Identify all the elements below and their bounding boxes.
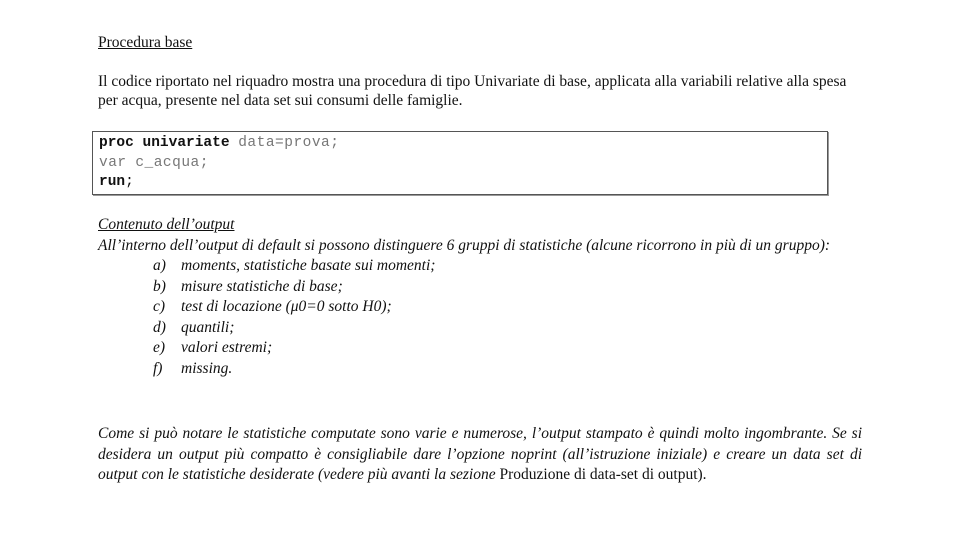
section-title-procedura-base: Procedura base <box>98 34 193 51</box>
list-item-text: test di locazione (μ0=0 sotto H0); <box>181 298 392 315</box>
code-keyword-var: var <box>99 154 127 171</box>
output-section-title: Contenuto dell’output <box>98 216 235 233</box>
list-item-text: moments, statistiche basate sui momenti; <box>181 257 436 274</box>
closing-italic-text: Come si può notare le statistiche computate sono varie e numerose, l’output stampato è quindi molto ingombrante. Se si desidera un output più compatto è consigliabile dare l’opzione noprint (all’istruzione iniziale) e creare un data set di output con le statistiche desiderate (vedere più avanti la sezione <box>98 425 862 483</box>
list-marker: c) <box>153 298 166 315</box>
code-keyword-proc: proc <box>99 135 134 151</box>
closing-section-reference: Produzione di data-set di output). <box>499 466 707 483</box>
list-item-text: missing. <box>181 359 233 377</box>
list-marker: f) <box>153 359 163 377</box>
code-box <box>92 131 828 195</box>
code-line-2 <box>99 154 827 174</box>
output-content-section <box>98 215 862 379</box>
list-item <box>98 318 862 339</box>
output-section-intro: All’interno dell’output di default si possono distinguere 6 gruppi di statistiche (alcune ricorrono in più di un gruppo): <box>98 236 831 254</box>
code-keyword-univariate: univariate <box>142 135 230 151</box>
statistics-group-list <box>98 256 862 379</box>
code-option-data: data <box>238 135 276 151</box>
code-line-1 <box>99 134 827 154</box>
list-item-text: valori estremi; <box>181 339 273 356</box>
list-marker: a) <box>153 257 166 274</box>
code-dataset-value: =prova; <box>275 135 340 151</box>
list-item <box>98 256 862 277</box>
list-marker: e) <box>153 339 166 356</box>
code-line-3 <box>99 173 827 193</box>
list-item <box>98 277 862 298</box>
list-item <box>98 338 862 359</box>
list-item <box>98 297 862 318</box>
code-semicolon: ; <box>125 174 134 190</box>
code-variable: c_acqua; <box>135 154 209 171</box>
list-marker: b) <box>153 277 166 295</box>
list-item <box>98 359 862 380</box>
code-keyword-run: run <box>99 174 126 190</box>
closing-paragraph <box>98 424 862 486</box>
list-marker: d) <box>153 318 166 336</box>
list-item-text: misure statistiche di base; <box>181 277 343 295</box>
list-item-text: quantili; <box>181 318 235 336</box>
intro-paragraph: Il codice riportato nel riquadro mostra una procedura di tipo Univariate di base, applicata alla variabili relative alla spesa per acqua, presente nel data set sui consumi delle famiglie. <box>98 73 847 109</box>
document-page <box>98 33 862 483</box>
